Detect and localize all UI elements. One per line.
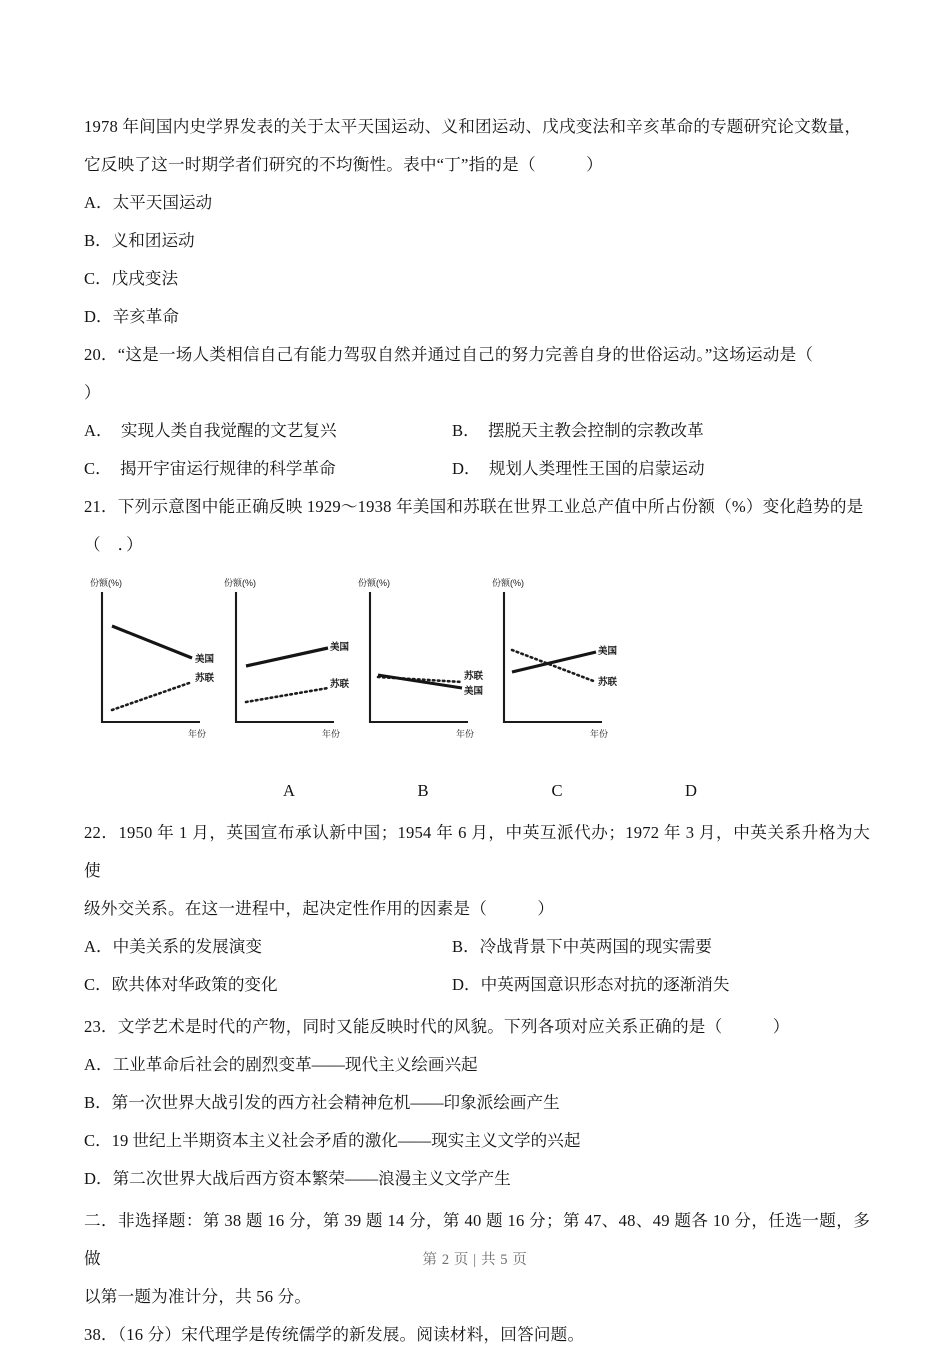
q22-option-b: B．冷战背景下中英两国的现实需要	[452, 937, 712, 956]
q21-stem-line1: 21．下列示意图中能正确反映 1929～1938 年美国和苏联在世界工业总产值中所占份额（%）变化趋势的是	[84, 497, 864, 516]
q19-option-d: D．辛亥革命	[84, 307, 179, 326]
chart-a-series-us	[112, 626, 192, 658]
q21-stem-line2: （ ．）	[84, 535, 143, 554]
chart-c-xlabel: 年份	[456, 729, 475, 739]
chart-b-series-ussr	[246, 688, 328, 702]
chart-option-a	[88, 574, 228, 752]
q22-option-row-2	[84, 966, 870, 1004]
chart-option-d	[490, 574, 630, 752]
q23-option-a: A．工业革命后社会的剧烈变革——现代主义绘画兴起	[84, 1055, 478, 1074]
chart-d-legend-ussr: 苏联	[598, 677, 618, 688]
q20-option-a: A． 实现人类自我觉醒的文艺复兴	[84, 421, 337, 440]
q22-option-c: C．欧共体对华政策的变化	[84, 975, 278, 994]
chart-c-legend-us: 美国	[464, 686, 484, 697]
section-two	[84, 1202, 870, 1354]
chart-a-series-ussr	[112, 682, 192, 710]
q19-stem-line2: 它反映了这一时期学者们研究的不均衡性。表中“丁”指的是（ ）	[84, 155, 603, 174]
chart-c-legend-ussr: 苏联	[464, 671, 484, 682]
chart-b-series-us	[246, 648, 328, 666]
chart-b-legend-us: 美国	[330, 642, 350, 653]
question-38-stem: 38．（16 分）宋代理学是传统儒学的新发展。阅读材料，回答问题。	[84, 1325, 585, 1344]
chart-c-axes	[370, 592, 468, 722]
chart-c-ylabel: 份额(%)	[358, 578, 390, 588]
q23-option-c: C．19 世纪上半期资本主义社会矛盾的激化——现实主义文学的兴起	[84, 1131, 581, 1150]
figure-letter-d: D	[685, 781, 697, 800]
page-content	[84, 108, 870, 1354]
section-two-line1: 二．非选择题：第 38 题 16 分，第 39 题 14 分，第 40 题 16 分；第 47、48、49 题各 10 分，任选一题，多做	[84, 1211, 870, 1268]
q19-stem-line1: 1978 年间国内史学界发表的关于太平天国运动、义和团运动、戊戌变法和辛亥革命的专题研究论文数量，	[84, 117, 862, 136]
q23-stem-line1: 23．文学艺术是时代的产物，同时又能反映时代的风貌。下列各项对应关系正确的是（ ）	[84, 1017, 790, 1036]
question-22	[84, 814, 870, 1004]
q20-stem-line2: ）	[84, 383, 101, 402]
q22-option-d: D．中英两国意识形态对抗的逐渐消失	[452, 975, 730, 994]
q20-option-row-1	[84, 412, 870, 450]
chart-d-xlabel: 年份	[590, 729, 609, 739]
q21-figure-letters	[88, 776, 870, 806]
section-two-line2: 以第一题为准计分，共 56 分。	[84, 1287, 312, 1306]
figure-letter-a: A	[283, 781, 295, 800]
chart-d-svg	[490, 574, 630, 752]
chart-a-ylabel: 份额(%)	[90, 578, 122, 588]
question-21	[84, 488, 870, 806]
question-19	[84, 108, 870, 336]
question-23	[84, 1008, 870, 1198]
q22-stem-line1: 22．1950 年 1 月，英国宣布承认新中国；1954 年 6 月，中英互派代办；1972 年 3 月，中英关系升格为大使	[84, 823, 870, 880]
chart-d-axes	[504, 592, 602, 722]
q20-option-c: C． 揭开宇宙运行规律的科学革命	[84, 459, 336, 478]
letter-row-pad	[88, 776, 222, 806]
chart-b-xlabel: 年份	[322, 729, 341, 739]
chart-d-ylabel: 份额(%)	[492, 578, 524, 588]
q22-option-row-1	[84, 928, 870, 966]
q22-stem-line2: 级外交关系。在这一进程中，起决定性作用的因素是（ ）	[84, 899, 555, 918]
q22-option-a: A．中美关系的发展演变	[84, 937, 262, 956]
q19-option-b: B．义和团运动	[84, 231, 195, 250]
q19-option-a: A．太平天国运动	[84, 193, 213, 212]
chart-b-legend-ussr: 苏联	[330, 679, 350, 690]
q19-option-c: C．戊戌变法	[84, 269, 179, 288]
q20-option-b: B． 摆脱天主教会控制的宗教改革	[452, 421, 704, 440]
q23-option-b: B．第一次世界大战引发的西方社会精神危机——印象派绘画产生	[84, 1093, 560, 1112]
chart-c-svg	[356, 574, 496, 752]
figure-letter-c: C	[551, 781, 563, 800]
page-footer: 第 2 页 | 共 5 页	[422, 1252, 528, 1268]
chart-a-xlabel: 年份	[188, 729, 207, 739]
chart-b-ylabel: 份额(%)	[224, 578, 256, 588]
chart-option-b	[222, 574, 362, 752]
figure-letter-b: B	[417, 781, 429, 800]
q20-option-row-2	[84, 450, 870, 488]
chart-d-series-us	[512, 652, 596, 672]
q23-option-d: D．第二次世界大战后西方资本繁荣——浪漫主义文学产生	[84, 1169, 511, 1188]
question-20	[84, 336, 870, 488]
chart-d-legend-us: 美国	[598, 646, 618, 657]
q21-figure-row	[88, 574, 870, 774]
q20-option-d: D． 规划人类理性王国的启蒙运动	[452, 459, 705, 478]
chart-a-legend-ussr: 苏联	[195, 673, 215, 684]
chart-a-axes	[102, 592, 200, 722]
q20-stem-line1: 20．“这是一场人类相信自己有能力驾驭自然并通过自己的努力完善自身的世俗运动。”这场运动是（	[84, 345, 814, 364]
chart-option-c	[356, 574, 496, 752]
chart-a-legend-us: 美国	[195, 654, 215, 665]
chart-a-svg	[88, 574, 228, 752]
chart-b-svg	[222, 574, 362, 752]
